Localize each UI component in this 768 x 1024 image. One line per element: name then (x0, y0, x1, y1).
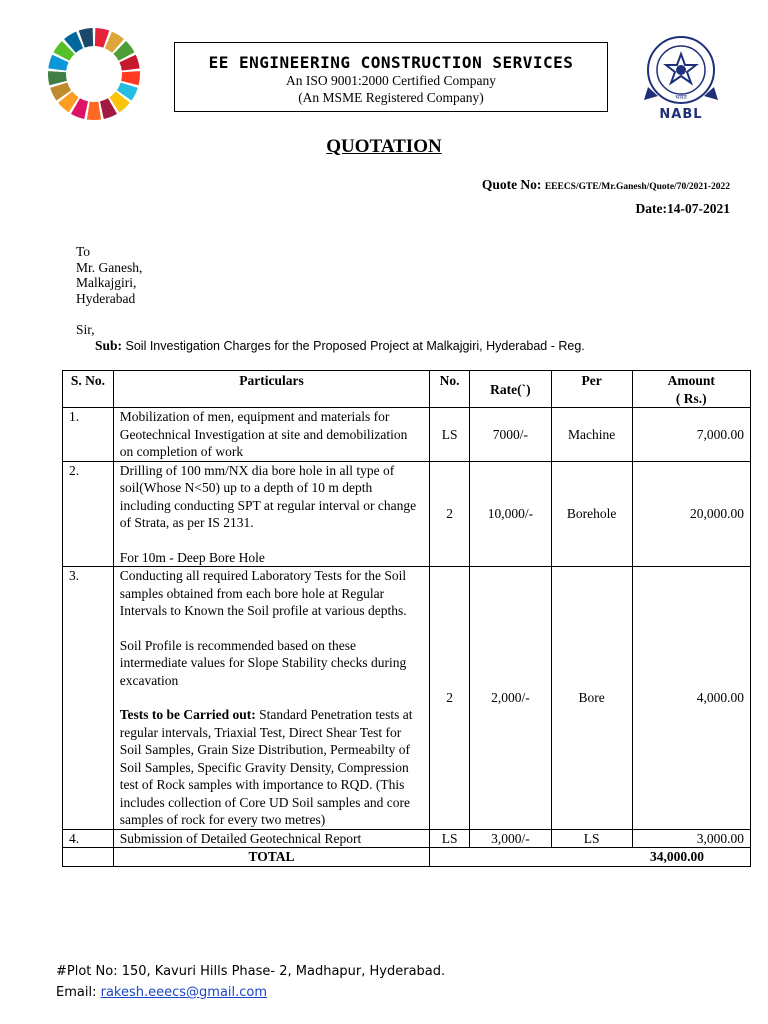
row-particulars (113, 461, 429, 567)
row-tests (120, 706, 423, 829)
row-sno: 2. (63, 461, 114, 567)
row-particulars-main: Drilling of 100 mm/NX dia bore hole in all type of soil(Whose N<50) up to a depth of 10 m depth including conducting SPT at regular interval or change of Strata, as per IS 2131. (119, 462, 417, 530)
row-rate: 3,000/- (470, 829, 552, 848)
row-no: 2 (430, 461, 470, 567)
quote-value: EEECS/GTE/Mr.Ganesh/Quote/70/2021-2022 (544, 182, 730, 192)
recipient-block (76, 244, 142, 306)
row-no: LS (430, 829, 470, 848)
sdg-segment (87, 102, 101, 120)
tests-text: Standard Penetration tests at regular intervals, Triaxial Test, Direct Shear Test for Soil Samples, Grain Size Distribution, Permeabilty of Soil Samples, Specific Gravity Density, Compression test of Rock samples with importance to RQD. (This includes collection of Core UD Soil samples and core samples of rock for every two metres) (119, 707, 413, 827)
header-per: Per (551, 371, 632, 408)
iso-line: An ISO 9001:2000 Certified Company (286, 73, 496, 88)
quote-date: Date:14-07-2021 (635, 201, 730, 216)
header-rate: Rate(`) (470, 371, 552, 408)
row-rate: 10,000/- (470, 461, 552, 567)
table-row (63, 408, 751, 462)
total-amount: 34,000.00 (430, 848, 751, 867)
header-sno: S. No. (63, 371, 114, 408)
quotation-table (62, 370, 751, 867)
table-header-row (63, 371, 751, 408)
table-row (63, 829, 751, 848)
row-amount: 7,000.00 (632, 408, 750, 462)
row-per: Bore (551, 567, 632, 830)
company-name: EE ENGINEERING CONSTRUCTION SERVICES (208, 53, 574, 72)
document-title: QUOTATION (326, 136, 442, 157)
footer-email (56, 985, 267, 1000)
row-particulars: Submission of Detailed Geotechnical Report (113, 829, 429, 848)
row-no: 2 (430, 567, 470, 830)
nabl-logo (634, 32, 728, 124)
row-amount: 20,000.00 (632, 461, 750, 567)
total-row (63, 848, 751, 867)
header-amount-line1: Amount (667, 373, 715, 388)
header-no: No. (430, 371, 470, 408)
company-header (174, 42, 608, 112)
row-sno: 1. (63, 408, 114, 462)
quote-label: Quote No: (481, 177, 545, 192)
row-particulars (113, 567, 429, 830)
quote-number (482, 177, 730, 193)
email-link[interactable]: rakesh.eeecs@gmail.com (100, 985, 268, 1000)
subject-line (95, 338, 585, 354)
sdg-segment (48, 71, 67, 85)
row-particulars: Mobilization of men, equipment and materials for Geotechnical Investigation at site and demobilization on completion of work (113, 408, 429, 462)
header-amount-line2: ( Rs.) (675, 390, 707, 406)
row-sno: 4. (63, 829, 114, 848)
nabl-seal-text: भारत (675, 94, 687, 101)
row-per: Machine (551, 408, 632, 462)
msme-line: (An MSME Registered Company) (298, 90, 484, 105)
row-amount: 4,000.00 (632, 567, 750, 830)
row-per: Borehole (551, 461, 632, 567)
sdg-segment (121, 71, 140, 85)
recipient-to: To (76, 244, 91, 259)
nabl-label: NABL (659, 107, 703, 122)
tests-label: Tests to be Carried out: (119, 707, 256, 722)
row-particulars-extra: Soil Profile is recommended based on these intermediate values for Slope Stability checks during excavation (119, 637, 407, 688)
total-label: TOTAL (113, 848, 429, 867)
sdg-wheel-logo (46, 26, 142, 122)
row-amount: 3,000.00 (632, 829, 750, 848)
row-particulars-main: Conducting all required Laboratory Tests for the Soil samples obtained from each bore hole at Regular Intervals to Known the Soil profile at various depths. (119, 568, 407, 618)
recipient-city: Hyderabad (76, 290, 136, 306)
subject-text: Soil Investigation Charges for the Proposed Project at Malkajgiri, Hyderabad - Reg. (122, 339, 585, 353)
row-rate: 2,000/- (470, 567, 552, 830)
email-label: Email: (56, 985, 101, 1000)
header-particulars: Particulars (113, 371, 429, 408)
subject-label: Sub: (95, 338, 123, 353)
recipient-area: Malkajgiri, (76, 275, 137, 290)
row-per: LS (551, 829, 632, 848)
row-no: LS (430, 408, 470, 462)
row-rate: 7000/- (470, 408, 552, 462)
row-particulars-extra: For 10m - Deep Bore Hole (119, 549, 265, 565)
footer-address: #Plot No: 150, Kavuri Hills Phase- 2, Madhapur, Hyderabad. (56, 964, 446, 979)
recipient-name: Mr. Ganesh, (76, 259, 143, 275)
table-row (63, 461, 751, 567)
table-row (63, 567, 751, 830)
header-amount (632, 371, 750, 408)
salutation: Sir, (76, 322, 95, 337)
row-sno: 3. (63, 567, 114, 830)
